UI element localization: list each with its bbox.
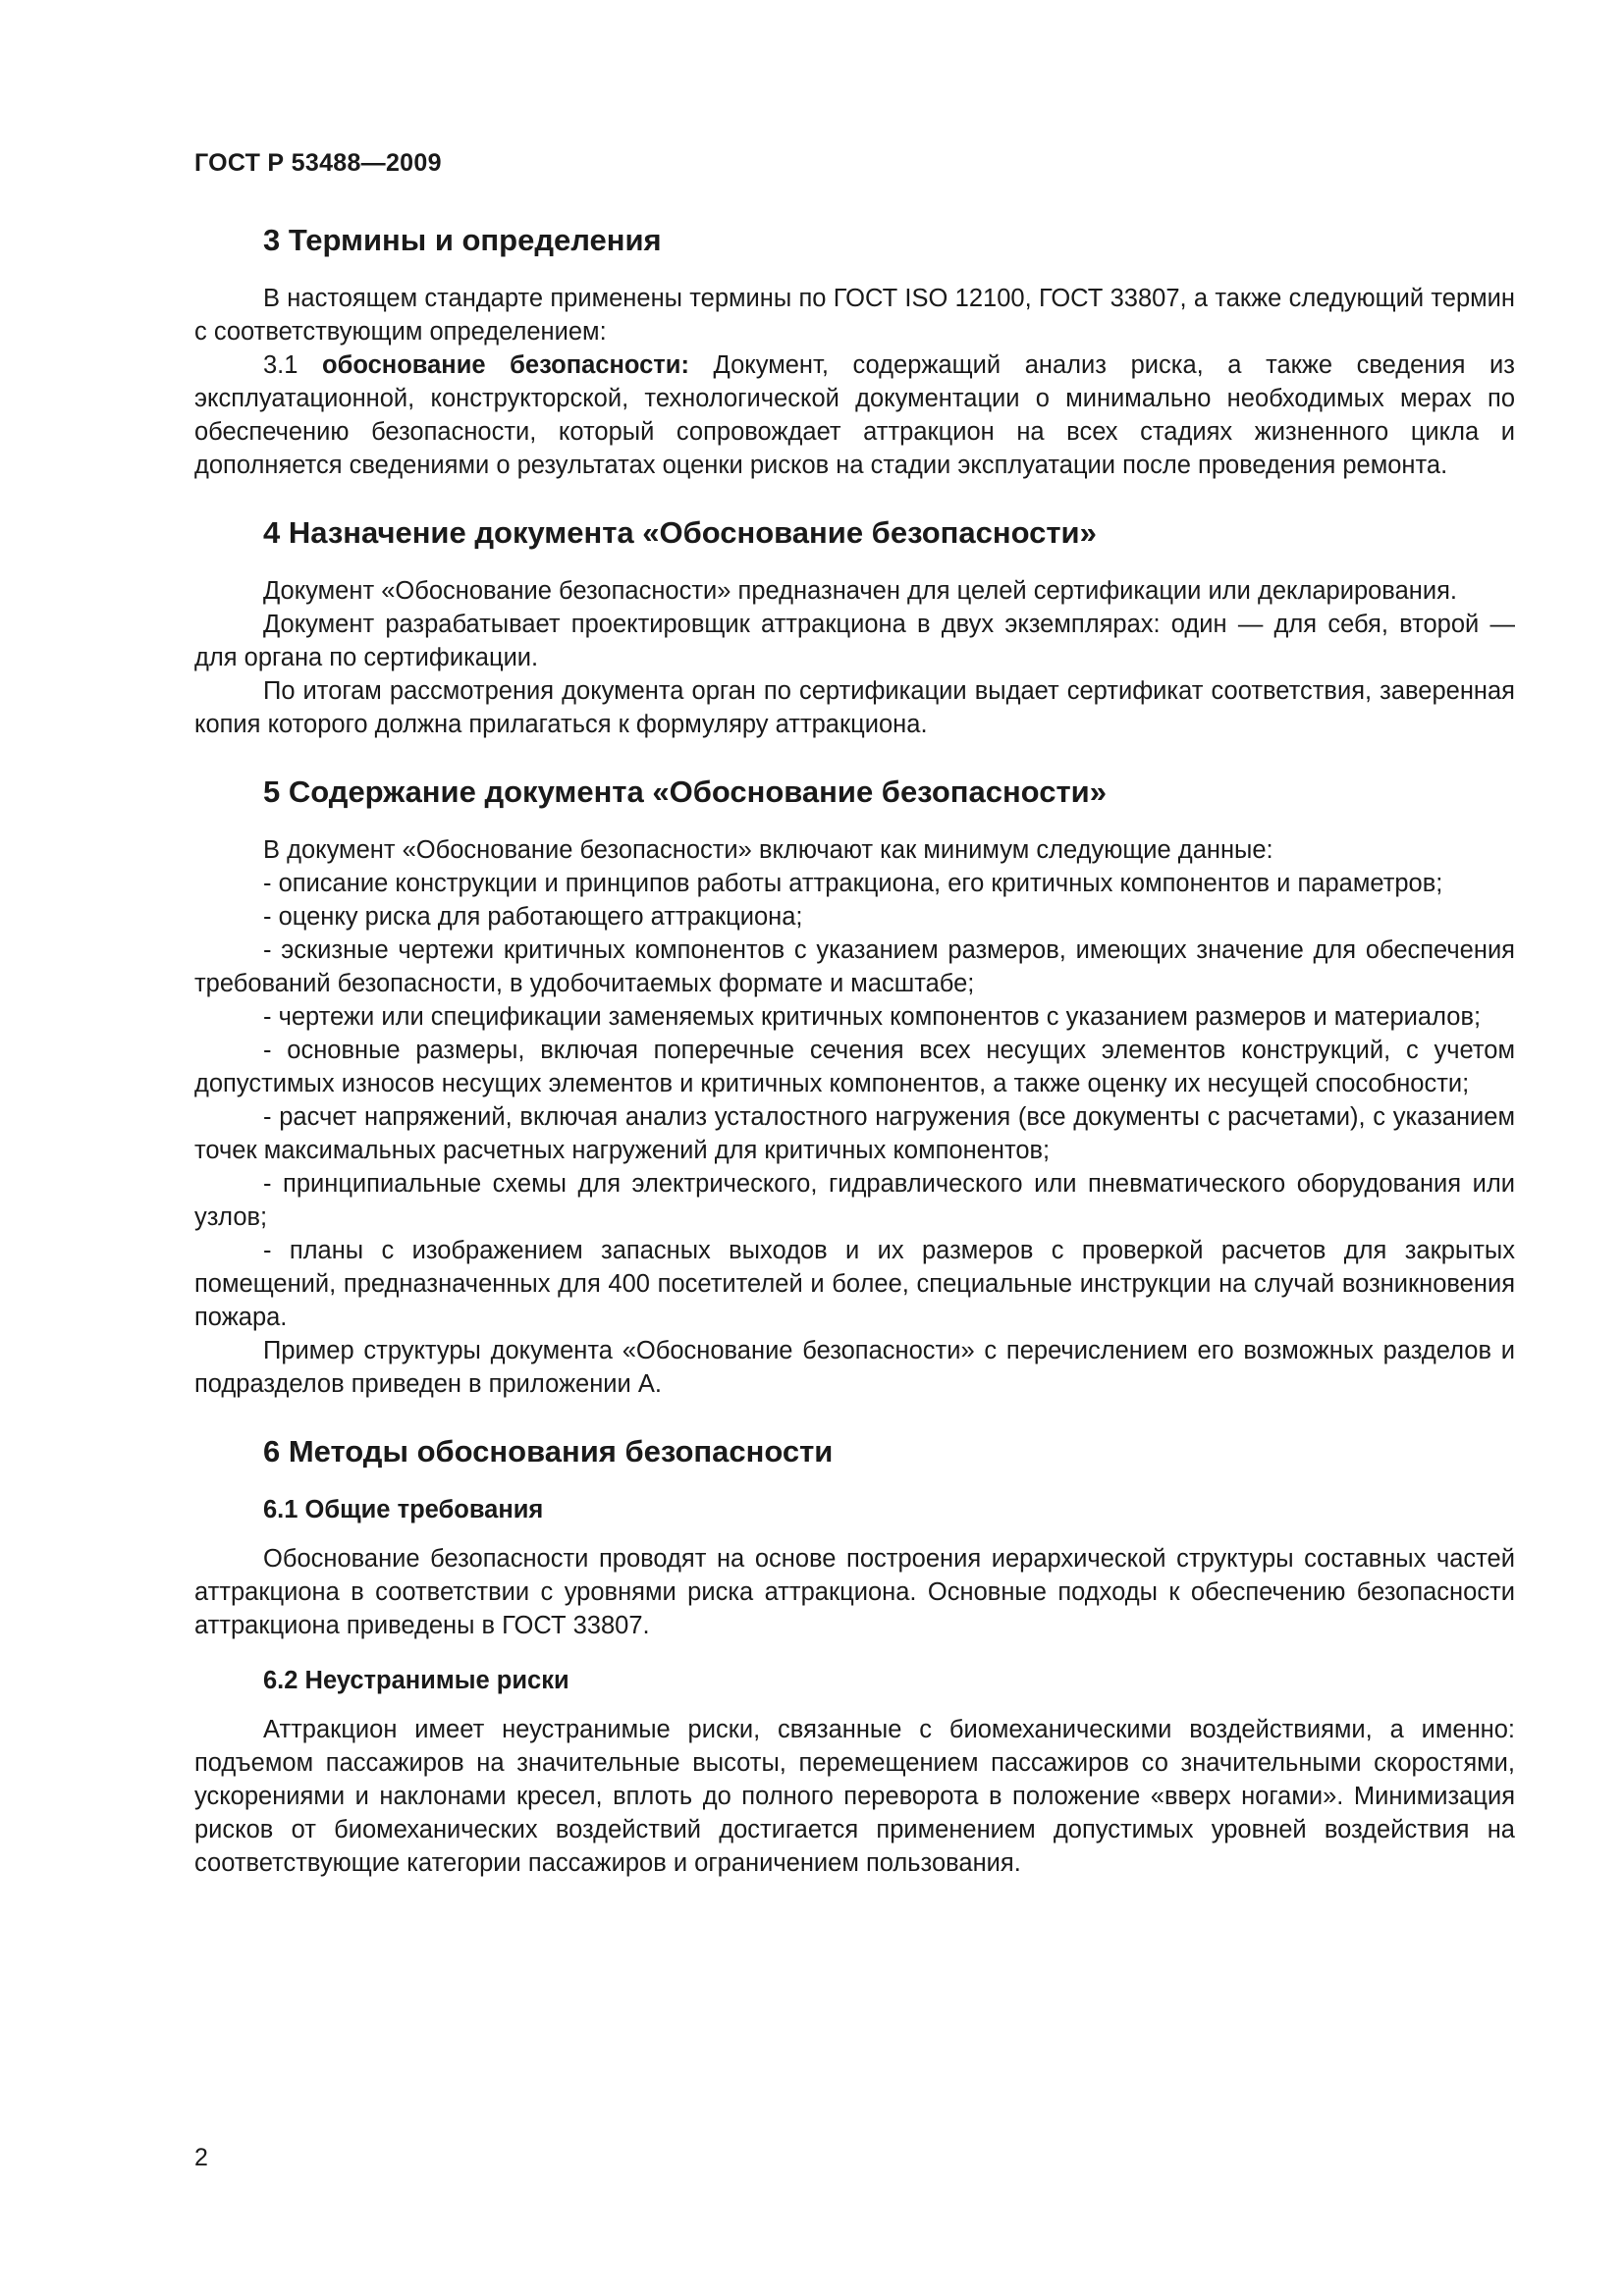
- list-item: - планы с изображением запасных выходов и их размеров с проверкой расчетов для закрытых помещений, предназначенных для 400 посетителей и более, специальные инструкции на случай возникновения пожара.: [194, 1237, 1515, 1331]
- section-4-paragraph: Документ разрабатывает проектировщик аттракциона в двух экземплярах: один — для себя, второй — для органа по сертификации.: [194, 611, 1515, 671]
- section-4-paragraph: Документ «Обоснование безопасности» предназначен для целей сертификации или декларирования.: [263, 577, 1457, 605]
- term-number: 3.1: [263, 351, 298, 379]
- subsection-6-2-text: Аттракцион имеет неустранимые риски, связанные с биомеханическими воздействиями, а именно: подъемом пассажиров на значительные высоты, перемещением пассажиров со значительными скоростями, ускорениями и наклонами кресел, вплоть до полного переворота в положение «вверх ногами». Минимизация рисков от биомеханических воздействий достигается применением допустимых уровней воздействия на соответствующие категории пассажиров и ограничением пользования.: [194, 1716, 1515, 1877]
- section-6-title: 6 Методы обоснования безопасности: [263, 1434, 834, 1468]
- subsection-6-2-title: 6.2 Неустранимые риски: [263, 1667, 569, 1694]
- term-name: обоснование безопасности:: [322, 351, 689, 379]
- term-definition-3-1: [194, 348, 1515, 482]
- section-5-intro: В документ «Обоснование безопасности» включают как минимум следующие данные:: [263, 836, 1273, 864]
- list-item: - оценку риска для работающего аттракциона;: [263, 903, 803, 931]
- document-code-header: ГОСТ Р 53488—2009: [194, 149, 442, 177]
- list-item: - эскизные чертежи критичных компонентов с указанием размеров, имеющих значение для обеспечения требований безопасности, в удобочитаемых формате и масштабе;: [194, 936, 1515, 997]
- section-4-title: 4 Назначение документа «Обоснование безопасности»: [263, 515, 1097, 550]
- list-item: - основные размеры, включая поперечные сечения всех несущих элементов конструкций, с учетом допустимых износов несущих элементов и критичных компонентов, а также оценку их несущей способности;: [194, 1037, 1515, 1097]
- subsection-6-1-text: Обоснование безопасности проводят на основе построения иерархической структуры составных частей аттракциона в соответствии с уровнями риска аттракциона. Основные подходы к обеспечению безопасности аттракциона приведены в ГОСТ 33807.: [194, 1545, 1515, 1639]
- section-5-outro: Пример структуры документа «Обоснование безопасности» с перечислением его возможных разделов и подразделов приведен в приложении А.: [194, 1337, 1515, 1398]
- section-4-paragraph: По итогам рассмотрения документа орган по сертификации выдает сертификат соответствия, заверенная копия которого должна прилагаться к формуляру аттракциона.: [194, 677, 1515, 738]
- page-number: 2: [194, 2144, 208, 2171]
- section-6-methods: [194, 1432, 1515, 1880]
- section-3-terms: [194, 221, 1515, 482]
- list-item: - принципиальные схемы для электрического, гидравлического или пневматического оборудования или узлов;: [194, 1170, 1515, 1231]
- section-5-title: 5 Содержание документа «Обоснование безопасности»: [263, 774, 1107, 809]
- subsection-6-1: [194, 1493, 1515, 1642]
- section-3-title: 3 Термины и определения: [263, 223, 662, 257]
- section-3-intro: В настоящем стандарте применены термины по ГОСТ ISO 12100, ГОСТ 33807, а также следующий термин с соответствующим определением:: [194, 285, 1515, 346]
- list-item: - чертежи или спецификации заменяемых критичных компонентов с указанием размеров и материалов;: [263, 1003, 1482, 1031]
- term-text: Документ, содержащий анализ риска, а также сведения из эксплуатационной, конструкторской, технологической документации о минимально необходимых мерах по обеспечению безопасности, который сопровождает аттракцион на всех стадиях жизненного цикла и дополняется сведениями о результатах оценки рисков на стадии эксплуатации после проведения ремонта.: [194, 351, 1515, 479]
- section-5-list: [194, 867, 1515, 1334]
- document-body: [194, 221, 1515, 1911]
- subsection-6-2: [194, 1664, 1515, 1880]
- section-5-content: [194, 773, 1515, 1401]
- subsection-6-1-title: 6.1 Общие требования: [263, 1496, 544, 1523]
- section-4-purpose: [194, 513, 1515, 741]
- list-item: - описание конструкции и принципов работы аттракциона, его критичных компонентов и параметров;: [263, 870, 1443, 897]
- list-item: - расчет напряжений, включая анализ усталостного нагружения (все документы с расчетами), с указанием точек максимальных расчетных нагружений для критичных компонентов;: [194, 1103, 1515, 1164]
